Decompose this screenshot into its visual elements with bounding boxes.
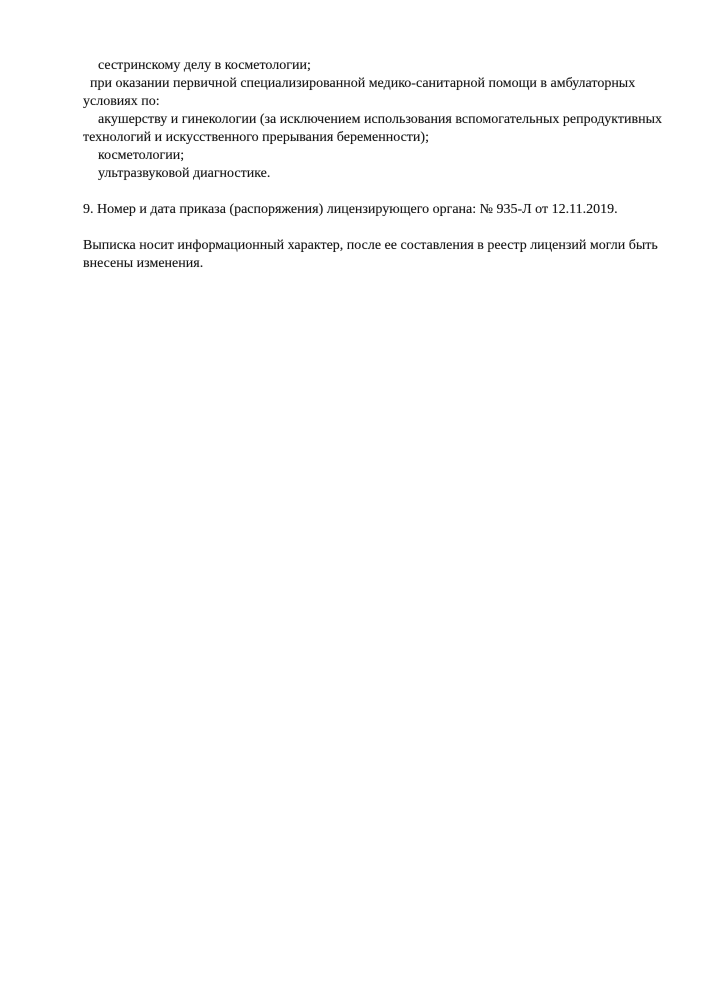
document-text-block: [0, 57, 707, 273]
note-line: Выписка носит информационный характер, после ее составления в реестр лицензий могли быть: [83, 238, 658, 253]
service-item-line: ультразвуковой диагностике.: [98, 166, 271, 181]
note-line: внесены изменения.: [83, 256, 204, 271]
service-item-line: технологий и искусственного прерывания беременности);: [83, 130, 429, 145]
order-number-paragraph: 9. Номер и дата приказа (распоряжения) лицензирующего органа: № 935-Л от 12.11.2019.: [83, 202, 618, 217]
service-item-line: условиях по:: [83, 94, 160, 109]
service-item-line: акушерству и гинекологии (за исключением использования вспомогательных репродуктивных: [98, 112, 663, 127]
service-item-line: при оказании первичной специализированной медико-санитарной помощи в амбулаторных: [90, 76, 636, 91]
service-item-line: сестринскому делу в косметологии;: [98, 58, 311, 73]
service-item-line: косметологии;: [98, 148, 185, 163]
